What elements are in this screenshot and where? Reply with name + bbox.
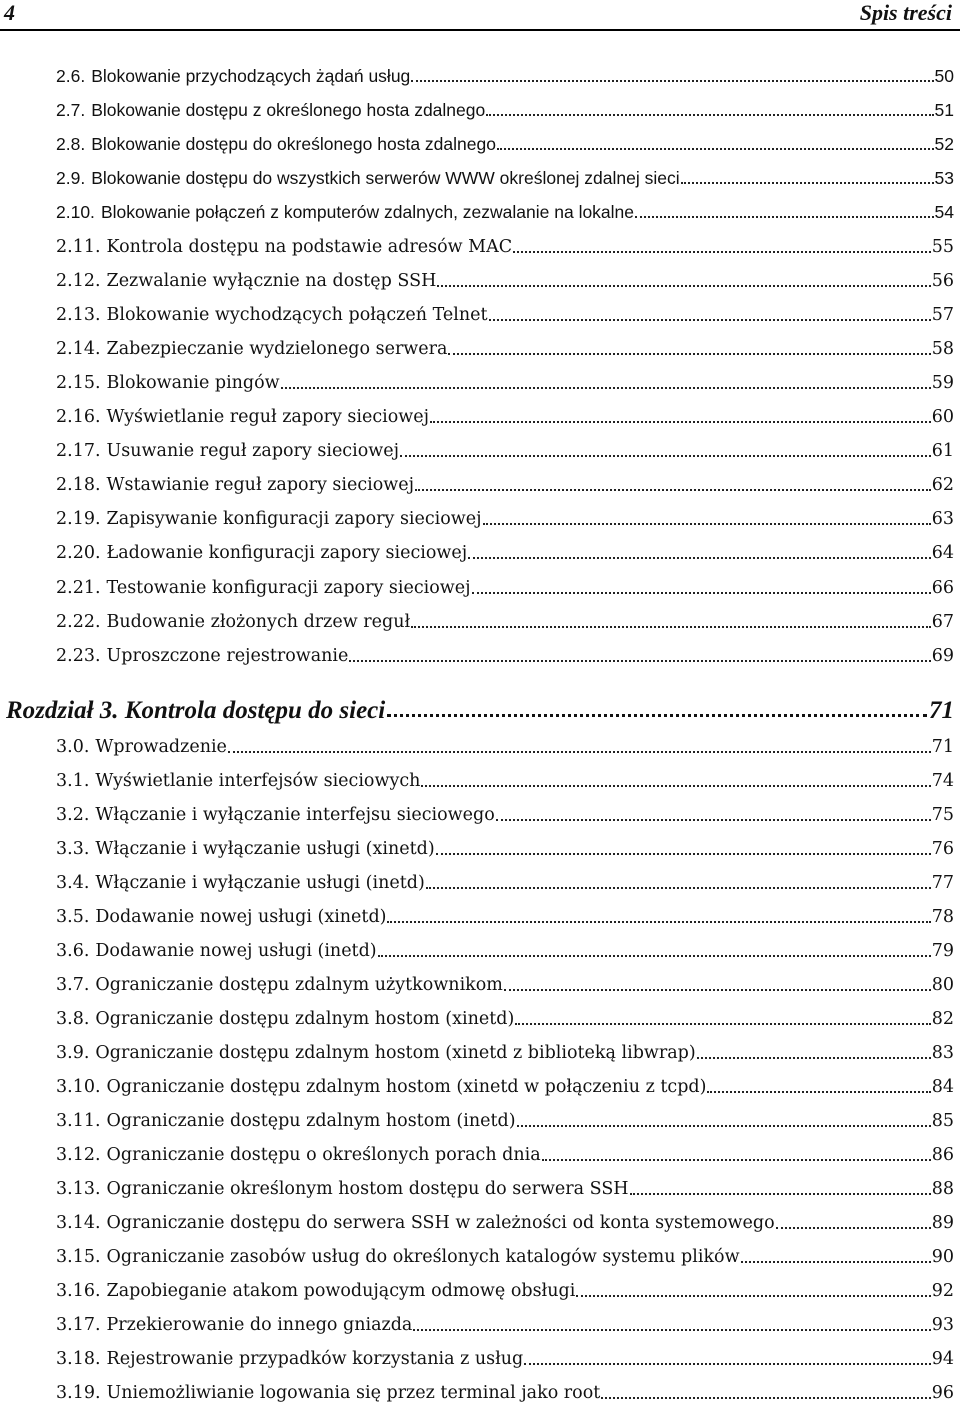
toc-entry-number: 2.23. [56,645,101,666]
toc-entry-number: 2.9. [56,168,86,189]
leader-dots [524,1363,930,1365]
leader-dots [281,387,931,389]
toc-entry[interactable] [56,302,954,328]
toc-entry-page: 71 [931,737,954,757]
toc-entry-number: 3.11. [56,1111,101,1131]
toc-entry-title: Rejestrowanie przypadków korzystania z usług [106,1349,524,1369]
toc-entry-title: Usuwanie reguł zapory sieciowej [106,441,399,462]
toc-entry-page: 59 [931,372,954,393]
leader-dots [437,285,930,287]
toc-entry[interactable] [56,404,954,430]
toc-entry[interactable] [56,1176,954,1202]
leader-dots [486,114,933,116]
toc-entry-title: Ograniczanie dostępu zdalnym hostom (xinetd z biblioteką libwrap) [95,1043,696,1063]
toc-entry[interactable] [56,1346,954,1372]
leader-dots [697,1057,931,1059]
leader-dots [681,182,934,184]
toc-entry[interactable] [56,370,954,396]
toc-entry-page: 85 [931,1111,954,1131]
toc-entry-page: 75 [931,805,954,825]
toc-entry-page: 67 [931,611,954,632]
toc-entry[interactable] [56,97,954,123]
leader-dots [411,80,933,82]
toc-entry-number: 2.19. [56,509,101,530]
toc-entry[interactable] [56,1142,954,1168]
toc-entry[interactable] [56,904,954,930]
leader-dots [776,1227,931,1229]
toc-entry-title: Wyświetlanie interfejsów sieciowych [95,771,421,791]
toc-entry-page: 64 [931,543,954,564]
toc-entry[interactable] [56,1210,954,1236]
toc-entry-page: 51 [934,100,954,121]
toc-entry-number: 3.10. [56,1077,101,1097]
toc-entry-number: 2.21. [56,577,101,598]
toc-entry[interactable] [56,1312,954,1338]
toc-entry[interactable] [56,506,954,532]
toc-entry-title: Blokowanie dostępu do wszystkich serwerów WWW określonej zdalnej sieci [91,168,680,189]
toc-entry-number: 3.6. [56,941,90,961]
toc-entry[interactable] [56,575,954,601]
page-number: 4 [4,0,15,25]
toc-entry-title: Zezwalanie wyłącznie na dostęp SSH [106,270,437,291]
toc-entry[interactable] [56,802,954,828]
toc-entry-number: 3.18. [56,1349,101,1369]
toc-entry-number: 2.14. [56,338,101,359]
toc-entry[interactable] [56,609,954,635]
toc-entry-number: 3.8. [56,1009,90,1029]
toc-entry[interactable] [56,336,954,362]
toc-entry-page: 86 [931,1145,954,1165]
leader-dots [513,251,931,253]
toc-entry-number: 2.22. [56,611,101,632]
leader-dots [707,1091,930,1093]
toc-entry-title: Włączanie i wyłączanie usługi (xinetd) [95,839,435,859]
leader-dots [349,660,930,662]
toc-entry[interactable] [56,1108,954,1134]
leader-dots [576,1295,930,1297]
toc-entry[interactable] [56,836,954,862]
leader-dots [387,921,930,923]
toc-entry-title: Zapobieganie atakom powodującym odmowę obsługi [106,1281,576,1301]
toc-entry-page: 79 [931,941,954,961]
chapter-title: Rozdział 3. Kontrola dostępu do sieci [6,697,386,724]
toc-entry-title: Blokowanie wychodzących połączeń Telnet [106,304,488,325]
toc-entry-number: 2.17. [56,441,101,462]
toc-entry-title: Wprowadzenie [95,737,227,757]
leader-dots [483,523,931,525]
toc-entry-number: 2.8. [56,134,86,155]
toc-entry[interactable] [56,472,954,498]
toc-entry-title: Budowanie złożonych drzew reguł [106,611,411,632]
header-rule [0,29,960,31]
toc-entry-title: Ograniczanie zasobów usług do określonych katalogów systemu plików [106,1247,740,1267]
toc-entry-page: 92 [931,1281,954,1301]
toc-entry[interactable] [56,165,954,191]
toc-entry-page: 77 [931,873,954,893]
toc-entry-number: 2.20. [56,543,101,564]
toc-entry-page: 61 [931,441,954,462]
leader-dots [630,1193,931,1195]
toc-entry-number: 3.16. [56,1281,101,1301]
toc-entry-title: Ładowanie konfiguracji zapory sieciowej [106,543,468,564]
toc-entry[interactable] [56,1006,954,1032]
toc-entry-title: Włączanie i wyłączanie usługi (inetd) [95,873,425,893]
leader-dots [489,319,931,321]
toc-entry-number: 3.5. [56,907,90,927]
toc-entry-page: 88 [931,1179,954,1199]
toc-entry[interactable] [56,1244,954,1270]
toc-entry[interactable] [56,199,954,225]
leader-dots [387,714,927,717]
toc-entry-number: 2.13. [56,304,101,325]
leader-dots [468,557,931,559]
toc-entry-number: 3.7. [56,975,90,995]
toc-entry-title: Ograniczanie dostępu zdalnym użytkownikom [95,975,503,995]
toc-entry-page: 50 [934,66,954,86]
toc-entry-title: Ograniczanie dostępu zdalnym hostom (xinetd) [95,1009,515,1029]
toc-entry[interactable] [56,438,954,464]
toc-entry[interactable] [56,234,954,260]
toc-entry-title: Ograniczanie określonym hostom dostępu do serwera SSH [106,1179,629,1199]
toc-entry-number: 2.11. [56,236,101,257]
leader-dots [400,455,931,457]
leader-dots [517,1125,931,1127]
toc-entry-title: Ograniczanie dostępu do serwera SSH w zależności od konta systemowego [106,1213,775,1233]
toc-entry[interactable] [56,1040,954,1066]
leader-dots [635,216,934,218]
toc-entry-number: 2.10. [56,202,95,223]
toc-entry-title: Zabezpieczanie wydzielonego serwera [106,338,448,359]
toc-entry-number: 3.19. [56,1383,101,1403]
toc-entry-number: 3.3. [56,839,90,859]
toc-entry-number: 3.14. [56,1213,101,1233]
chapter-heading[interactable] [6,694,954,728]
toc-entry-page: 53 [934,168,954,189]
toc-entry-title: Dodawanie nowej usługi (inetd) [95,941,377,961]
toc-entry-number: 3.15. [56,1247,101,1267]
toc-entry-number: 3.17. [56,1315,101,1335]
toc-entry-page: 90 [931,1247,954,1267]
toc-entry-title: Ograniczanie dostępu zdalnym hostom (xinetd w połączeniu z tcpd) [106,1077,707,1097]
toc-entry[interactable] [56,938,954,964]
toc-entry-page: 66 [931,577,954,598]
toc-entry[interactable] [56,1278,954,1304]
toc-entry-page: 82 [931,1009,954,1029]
toc-entry-page: 94 [931,1349,954,1369]
toc-entry-title: Testowanie konfiguracji zapory sieciowej [106,577,471,598]
leader-dots [421,785,930,787]
toc-entry-page: 62 [931,475,954,496]
toc-entry-number: 3.4. [56,873,90,893]
leader-dots [430,421,931,423]
toc-entry[interactable] [56,734,954,760]
toc-entry-page: 52 [934,134,954,155]
toc-entry-page: 76 [931,839,954,859]
toc-entry-title: Wyświetlanie reguł zapory sieciowej [106,407,430,427]
leader-dots [504,989,931,991]
toc-entry-page: 57 [931,304,954,325]
toc-entry-title: Ograniczanie dostępu zdalnym hostom (inetd) [106,1111,516,1131]
toc-entry-page: 83 [931,1043,954,1063]
leader-dots [741,1261,931,1263]
toc-entry-title: Uproszczone rejestrowanie [106,645,349,666]
leader-dots [542,1159,931,1161]
toc-entry-number: 2.7. [56,100,86,121]
toc-entry-number: 3.13. [56,1179,101,1199]
chapter-page: 71 [929,697,954,724]
toc-entry-title: Blokowanie pingów [106,372,280,393]
toc-entry-page: 63 [931,509,954,530]
toc-entry-page: 80 [931,975,954,995]
toc-entry-number: 3.1. [56,771,90,791]
toc-entry-page: 96 [931,1383,954,1403]
toc-entry-title: Włączanie i wyłączanie interfejsu sieciowego [95,805,495,825]
toc-entry-page: 78 [931,907,954,927]
toc-entry-page: 58 [931,338,954,359]
leader-dots [436,853,931,855]
toc-entry[interactable] [56,870,954,896]
toc-entry[interactable] [56,972,954,998]
toc-entry[interactable] [56,1074,954,1100]
toc-entry-page: 54 [934,202,954,223]
leader-dots [413,1329,930,1331]
toc-entry-page: 74 [931,771,954,791]
toc-entry-page: 60 [931,407,954,427]
leader-dots [515,1023,930,1025]
toc-entry-number: 2.15. [56,372,101,393]
leader-dots [448,353,930,355]
leader-dots [378,955,931,957]
toc-entry-title: Ograniczanie dostępu o określonych porach dnia [106,1145,541,1165]
toc-entry-number: 2.18. [56,475,101,496]
toc-entry[interactable] [56,268,954,294]
toc-entry-number: 3.0. [56,737,90,757]
leader-dots [601,1397,930,1399]
toc-entry-title: Blokowanie połączeń z komputerów zdalnych, zezwalanie na lokalne [100,202,635,223]
toc-entry-title: Wstawianie reguł zapory sieciowej [106,475,415,496]
toc-entry-number: 3.2. [56,805,90,825]
page-header [0,0,960,32]
toc-entry[interactable] [56,131,954,157]
toc-entry-title: Przekierowanie do innego gniazda [106,1315,413,1335]
toc-entry-title: Kontrola dostępu na podstawie adresów MAC [106,236,513,257]
leader-dots [415,489,931,491]
running-title: Spis treści [859,0,952,25]
toc-entry-page: 93 [931,1315,954,1335]
leader-dots [497,148,934,150]
toc-entry-page: 56 [931,270,954,291]
toc-entry-number: 2.6. [56,66,86,86]
toc-entry[interactable] [56,540,954,566]
toc-entry-title: Blokowanie dostępu do określonego hosta zdalnego [91,134,496,155]
toc-entry[interactable] [56,63,954,89]
toc-entry-number: 3.12. [56,1145,101,1165]
toc-entry[interactable] [56,1380,954,1406]
toc-entry-page: 84 [931,1077,954,1097]
toc-entry-number: 2.16. [56,407,101,427]
toc-entry[interactable] [56,643,954,669]
toc-entry[interactable] [56,768,954,794]
leader-dots [496,819,931,821]
toc-entry-title: Dodawanie nowej usługi (xinetd) [95,907,387,927]
leader-dots [472,592,931,594]
toc-entry-page: 55 [931,236,954,257]
toc-entry-number: 3.9. [56,1043,90,1063]
toc-entry-title: Blokowanie przychodzących żądań usług [91,66,411,86]
leader-dots [228,751,931,753]
leader-dots [426,887,931,889]
leader-dots [411,626,931,628]
toc-entry-title: Uniemożliwianie logowania się przez terminal jako root [106,1383,601,1403]
toc-entry-title: Blokowanie dostępu z określonego hosta zdalnego [91,100,486,121]
toc-entry-page: 69 [931,645,954,666]
toc-entry-number: 2.12. [56,270,101,291]
toc-entry-title: Zapisywanie konfiguracji zapory sieciowej [106,509,482,530]
toc-entry-page: 89 [931,1213,954,1233]
